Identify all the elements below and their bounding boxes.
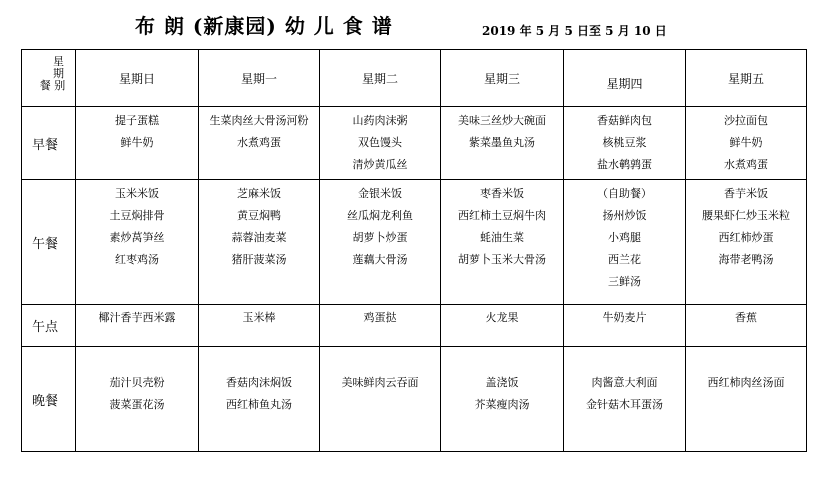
menu-item: 西红柿土豆焖牛肉	[458, 209, 546, 222]
breakfast-row	[22, 107, 807, 180]
menu-item: 水煮鸡蛋	[237, 136, 281, 149]
corner-cell	[22, 50, 76, 107]
menu-item: 提子蛋糕	[115, 114, 159, 127]
menu-item: 西兰花	[608, 253, 641, 266]
menu-item: 香菇鲜肉包	[597, 114, 652, 127]
menu-cell	[76, 305, 199, 347]
menu-item: 盐水鹌鹑蛋	[597, 158, 652, 171]
menu-item: 鸡蛋挞	[363, 311, 397, 324]
menu-item: 芝麻米饭	[237, 187, 281, 200]
menu-cell	[76, 347, 199, 452]
menu-cell	[199, 305, 320, 347]
menu-cell	[686, 305, 807, 347]
menu-item: 沙拉面包	[724, 114, 768, 127]
menu-cell	[441, 180, 564, 305]
menu-item: 小鸡腿	[608, 231, 641, 244]
menu-item: 椰汁香芋西米露	[98, 311, 176, 324]
menu-item: 海带老鸭汤	[718, 253, 774, 266]
menu-item: 香蕉	[735, 311, 757, 324]
menu-cell	[564, 305, 686, 347]
menu-item: 双色馒头	[358, 136, 402, 149]
menu-cell	[199, 107, 320, 180]
menu-item: 土豆焖排骨	[109, 209, 165, 222]
menu-item: 素炒莴笋丝	[109, 231, 165, 244]
menu-cell	[76, 107, 199, 180]
menu-item: 清炒黄瓜丝	[352, 158, 408, 171]
meal-label: 早餐	[22, 107, 76, 180]
menu-item: （自助餐）	[597, 187, 652, 200]
menu-cell	[199, 180, 320, 305]
day-header: 星期一	[199, 50, 320, 107]
meal-label: 晚餐	[22, 347, 76, 452]
menu-item: 黄豆焖鸭	[237, 209, 281, 222]
day-header: 星期三	[441, 50, 564, 107]
menu-cell	[441, 107, 564, 180]
menu-cell	[76, 180, 199, 305]
menu-item: 金针菇木耳蛋汤	[586, 398, 663, 411]
dinner-row	[22, 347, 807, 452]
menu-item: 茄汁贝壳粉	[109, 376, 165, 389]
menu-item: 盖浇饭	[485, 376, 519, 389]
menu-table	[21, 49, 807, 452]
page-title: 布 朗 (新康园) 幼 儿 食 谱	[135, 14, 393, 38]
day-header: 星期日	[76, 50, 199, 107]
menu-item: 牛奶麦片	[602, 311, 647, 324]
menu-item: 肉酱意大利面	[591, 376, 658, 389]
menu-item: 紫菜墨鱼丸汤	[469, 136, 535, 149]
menu-item: 莲藕大骨汤	[352, 253, 408, 266]
corner-line: 期	[53, 67, 64, 80]
corner-line: 餐 别	[39, 79, 66, 92]
meal-label: 午餐	[22, 180, 76, 305]
menu-cell	[320, 347, 441, 452]
date-range: 2019 年 5 月 5 日至 5 月 10 日	[482, 24, 667, 38]
menu-item: 芥菜瘦肉汤	[474, 398, 530, 411]
menu-item: 胡萝卜炒蛋	[352, 231, 408, 244]
menu-item: 水煮鸡蛋	[724, 158, 768, 171]
menu-item: 红枣鸡汤	[115, 253, 159, 266]
menu-item: 玉米棒	[242, 311, 276, 324]
menu-item: 美味鲜肉云吞面	[341, 376, 419, 389]
menu-item: 菠菜蛋花汤	[109, 398, 165, 411]
menu-item: 西红柿炒蛋	[718, 231, 774, 244]
menu-cell	[564, 180, 686, 305]
day-header: 星期五	[686, 50, 807, 107]
menu-item: 金银米饭	[358, 187, 402, 200]
menu-cell	[441, 305, 564, 347]
menu-item: 蚝油生菜	[480, 231, 524, 244]
menu-cell	[686, 180, 807, 305]
menu-item: 生菜肉丝大骨汤河粉	[209, 114, 309, 127]
menu-item: 香芋米饭	[724, 187, 768, 200]
menu-item: 火龙果	[485, 311, 519, 324]
menu-item: 西红柿肉丝汤面	[707, 376, 785, 389]
menu-item: 香菇肉沫焖饭	[226, 376, 292, 389]
corner-line: 星	[53, 55, 64, 68]
menu-item: 核桃豆浆	[602, 136, 647, 149]
lunch-row	[22, 180, 807, 305]
menu-item: 玉米米饭	[115, 187, 159, 200]
menu-item: 猪肝菠菜汤	[231, 253, 287, 266]
menu-item: 美味三丝炒大碗面	[458, 114, 546, 127]
menu-cell	[564, 347, 686, 452]
menu-item: 鲜牛奶	[729, 136, 763, 149]
menu-cell	[199, 347, 320, 452]
menu-item: 丝瓜焖龙利鱼	[347, 209, 413, 222]
day-header: 星期二	[320, 50, 441, 107]
menu-cell	[320, 305, 441, 347]
menu-item: 扬州炒饭	[602, 209, 647, 222]
menu-cell	[320, 107, 441, 180]
menu-item: 山药肉沫粥	[352, 114, 408, 127]
menu-cell	[320, 180, 441, 305]
menu-cell	[441, 347, 564, 452]
menu-item: 枣香米饭	[480, 187, 524, 200]
header-row	[22, 50, 807, 107]
menu-item: 胡萝卜玉米大骨汤	[458, 253, 546, 266]
menu-item: 腰果虾仁炒玉米粒	[702, 209, 790, 222]
meal-label: 午点	[22, 305, 76, 347]
menu-item: 西红柿鱼丸汤	[226, 398, 292, 411]
snack-row	[22, 305, 807, 347]
day-header: 星期四	[564, 50, 686, 107]
menu-cell	[564, 107, 686, 180]
menu-item: 三鲜汤	[608, 275, 641, 288]
menu-cell	[686, 347, 807, 452]
menu-item: 蒜蓉油麦菜	[231, 231, 287, 244]
menu-cell	[686, 107, 807, 180]
menu-item: 鲜牛奶	[120, 136, 154, 149]
